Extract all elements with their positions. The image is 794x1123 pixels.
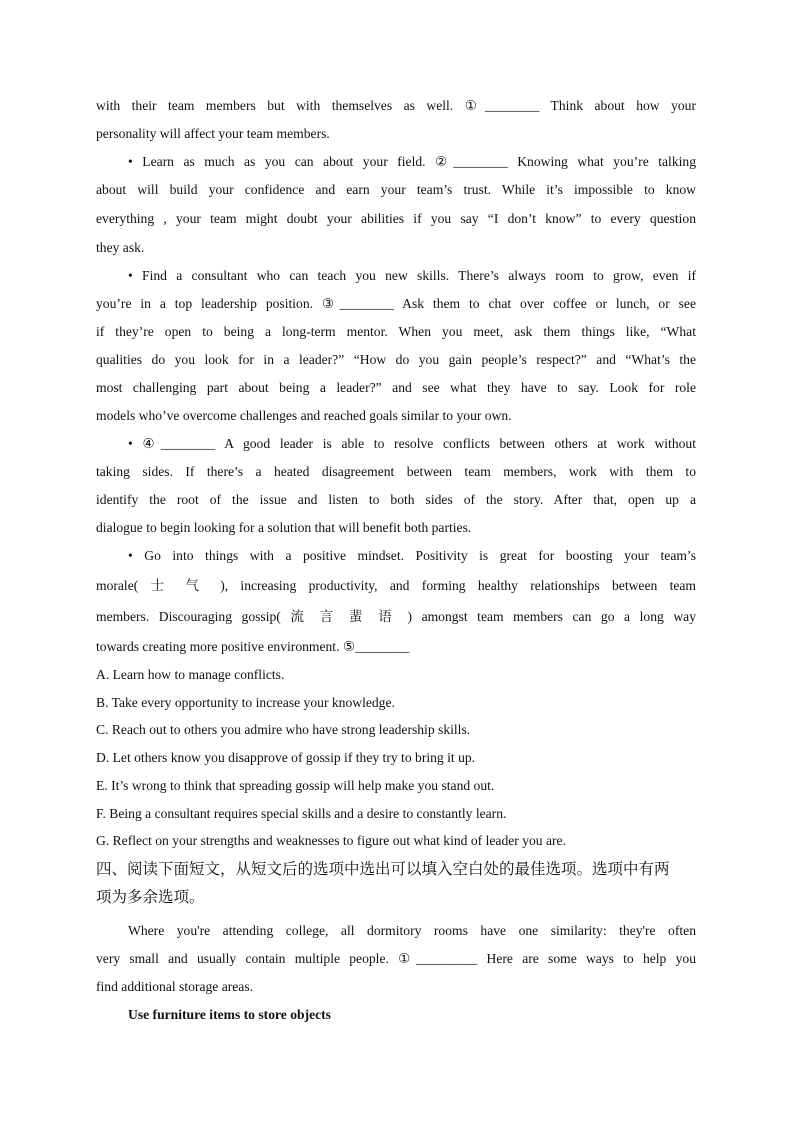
paragraph-line: • ④________ A good leader is able to resolve conflicts between others at work without xyxy=(128,436,696,451)
option-b: B. Take every opportunity to increase your knowledge. xyxy=(96,694,395,710)
paragraph-line: very small and usually contain multiple people. ①_________ Here are some ways to help you xyxy=(96,950,696,966)
document-page xyxy=(96,92,696,1029)
paragraph-line: with their team members but with themselves as well. ①________ Think about how your xyxy=(96,98,696,113)
paragraph-line: taking sides. If there’s a heated disagreement between team members, work with them to xyxy=(96,464,696,479)
paragraph-line: towards creating more positive environment. ⑤________ xyxy=(96,639,410,654)
option-c: C. Reach out to others you admire who have strong leadership skills. xyxy=(96,722,471,738)
paragraph-line: • Find a consultant who can teach you new skills. There’s always room to grow, even if xyxy=(128,268,696,283)
option-f: F. Being a consultant requires special skills and a desire to constantly learn. xyxy=(96,805,507,821)
section-heading-line: 四、阅读下面短文，从短文后的选项中选出可以填入空白处的最佳选项。选项中有两 xyxy=(96,859,670,878)
paragraph-line: everything , your team might doubt your abilities if you say “I don’t know” to every question xyxy=(96,211,696,226)
paragraph-line: qualities do you look for in a leader?” “How do you gain people’s respect?” and “What’s the xyxy=(96,352,696,367)
answer-options xyxy=(96,661,696,855)
subheading: Use furniture items to store objects xyxy=(128,1006,331,1022)
option-e: E. It’s wrong to think that spreading gossip will help make you stand out. xyxy=(96,777,495,793)
paragraph-line: you’re in a top leadership position. ③________ Ask them to chat over coffee or lunch, or see xyxy=(96,296,696,311)
section-heading-line: 项为多余选项。 xyxy=(96,887,205,906)
option-a: A. Learn how to manage conflicts. xyxy=(96,667,285,682)
option-g: G. Reflect on your strengths and weaknesses to figure out what kind of leader you are. xyxy=(96,833,566,849)
paragraph-line: find additional storage areas. xyxy=(96,978,254,994)
paragraph-line: they ask. xyxy=(96,240,145,255)
option-d: D. Let others know you disapprove of gossip if they try to bring it up. xyxy=(96,750,476,766)
paragraph-line: identify the root of the issue and listen to both sides of the story. After that, open up a xyxy=(96,492,696,507)
passage-1 xyxy=(96,92,696,661)
paragraph-line: dialogue to begin looking for a solution that will benefit both parties. xyxy=(96,520,472,535)
paragraph-line: models who’ve overcome challenges and reached goals similar to your own. xyxy=(96,408,512,423)
paragraph-line: • Go into things with a positive mindset. Positivity is great for boosting your team’s xyxy=(128,548,696,563)
paragraph-line: about will build your confidence and earn your team’s trust. While it’s impossible to know xyxy=(96,182,696,197)
paragraph-line: if they’re open to being a long-term mentor. When you meet, ask them things like, “What xyxy=(96,324,696,339)
paragraph-line: personality will affect your team members. xyxy=(96,126,330,141)
paragraph-line: • Learn as much as you can about your field. ②________ Knowing what you’re talking xyxy=(128,154,696,169)
section-4 xyxy=(96,855,696,1029)
paragraph-line: most challenging part about being a leader?” and see what they have to say. Look for role xyxy=(96,380,696,395)
paragraph-line: members. Discouraging gossip( 流 言 蜚 语 ) amongst team members can go a long way xyxy=(96,609,696,624)
paragraph-line: morale( 士 气 ), increasing productivity, and forming healthy relationships between team xyxy=(96,578,696,593)
paragraph-line: Where you're attending college, all dormitory rooms have one similarity: they're often xyxy=(128,922,696,938)
